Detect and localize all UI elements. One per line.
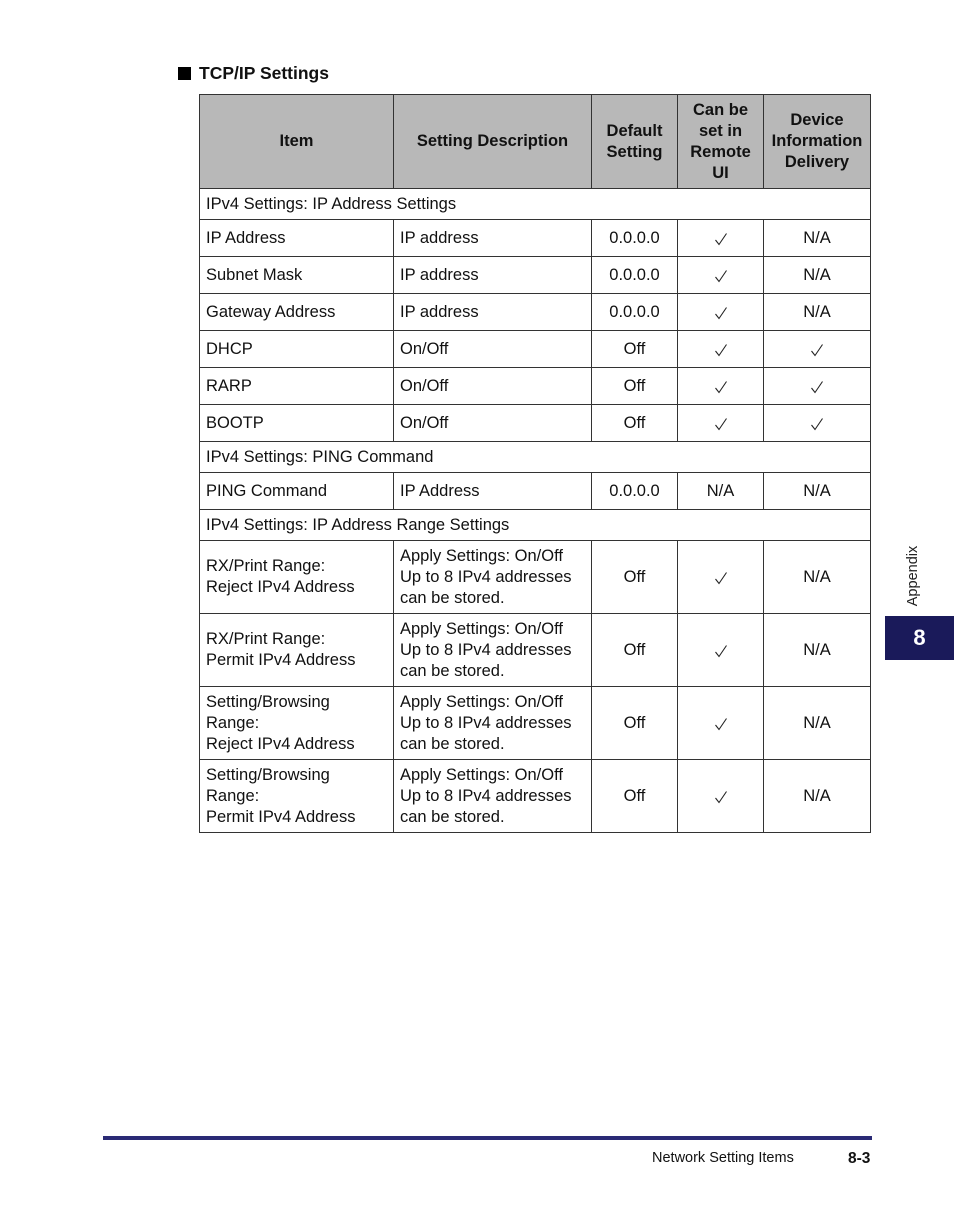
header-item: Item (200, 95, 394, 189)
cell-item: BOOTP (200, 405, 394, 442)
footer-title: Network Setting Items (652, 1150, 794, 1166)
cell-default: Off (592, 405, 678, 442)
cell-description: IP Address (394, 473, 592, 510)
tcpip-settings-table (199, 94, 871, 833)
table-row (200, 760, 871, 833)
cell-description: IP address (394, 294, 592, 331)
checkmark-icon (714, 716, 728, 730)
checkmark-icon (810, 379, 824, 393)
cell-default: Off (592, 331, 678, 368)
header-device-info-delivery: Device Information Delivery (764, 95, 871, 189)
cell-description (394, 687, 592, 760)
table-section-row (200, 189, 871, 220)
cell-delivery: N/A (764, 760, 871, 833)
cell-description (394, 614, 592, 687)
checkmark-icon (714, 789, 728, 803)
cell-line: Reject IPv4 Address (206, 578, 355, 596)
cell-item: IP Address (200, 220, 394, 257)
cell-remote-ui (678, 760, 764, 833)
cell-description: On/Off (394, 368, 592, 405)
cell-line: Setting/Browsing Range: (206, 765, 330, 805)
square-bullet-icon (178, 67, 191, 80)
table-row (200, 331, 871, 368)
cell-item (200, 760, 394, 833)
cell-line: Permit IPv4 Address (206, 807, 356, 826)
appendix-label: Appendix (905, 545, 921, 607)
cell-delivery: N/A (764, 220, 871, 257)
table-row (200, 473, 871, 510)
cell-line: Apply Settings: On/Off (400, 692, 563, 711)
cell-line: Apply Settings: On/Off (400, 765, 563, 784)
header-default-setting: Default Setting (592, 95, 678, 189)
checkmark-icon (810, 342, 824, 356)
cell-delivery: N/A (764, 687, 871, 760)
cell-remote-ui (678, 294, 764, 331)
table-row (200, 220, 871, 257)
cell-default: Off (592, 614, 678, 687)
cell-remote-ui (678, 220, 764, 257)
cell-remote-ui (678, 405, 764, 442)
cell-description (394, 760, 592, 833)
cell-remote-ui (678, 368, 764, 405)
cell-line: Up to 8 IPv4 addresses can be stored. (400, 640, 572, 680)
section-heading (178, 63, 329, 84)
cell-delivery (764, 331, 871, 368)
cell-remote-ui (678, 541, 764, 614)
cell-remote-ui (678, 331, 764, 368)
checkmark-icon (714, 342, 728, 356)
table-section-row (200, 510, 871, 541)
cell-delivery (764, 368, 871, 405)
cell-default: 0.0.0.0 (592, 220, 678, 257)
cell-remote-ui: N/A (678, 473, 764, 510)
cell-line: Apply Settings: On/Off (400, 546, 563, 565)
chapter-number: 8 (913, 625, 926, 650)
cell-item: Subnet Mask (200, 257, 394, 294)
section-title: TCP/IP Settings (199, 63, 329, 83)
cell-line: Setting/Browsing Range: (206, 692, 330, 732)
cell-delivery (764, 405, 871, 442)
table-section-row (200, 442, 871, 473)
chapter-tab (885, 616, 954, 660)
section-label: IPv4 Settings: IP Address Settings (200, 189, 871, 220)
section-label: IPv4 Settings: PING Command (200, 442, 871, 473)
checkmark-icon (714, 268, 728, 282)
cell-delivery: N/A (764, 541, 871, 614)
checkmark-icon (714, 643, 728, 657)
table-row (200, 257, 871, 294)
appendix-side-label (903, 540, 923, 612)
table-body (200, 189, 871, 833)
cell-line: Up to 8 IPv4 addresses can be stored. (400, 567, 572, 607)
cell-item (200, 614, 394, 687)
cell-description (394, 541, 592, 614)
table-row (200, 294, 871, 331)
cell-delivery: N/A (764, 614, 871, 687)
table-row (200, 405, 871, 442)
checkmark-icon (714, 379, 728, 393)
cell-remote-ui (678, 257, 764, 294)
cell-item: Gateway Address (200, 294, 394, 331)
checkmark-icon (714, 416, 728, 430)
table-row (200, 368, 871, 405)
cell-default: 0.0.0.0 (592, 257, 678, 294)
table-row (200, 614, 871, 687)
cell-line: Up to 8 IPv4 addresses can be stored. (400, 786, 572, 826)
cell-description: On/Off (394, 331, 592, 368)
cell-remote-ui (678, 687, 764, 760)
footer-rule (103, 1136, 872, 1140)
header-remote-ui: Can be set in Remote UI (678, 95, 764, 189)
cell-line: Reject IPv4 Address (206, 734, 355, 753)
checkmark-icon (714, 305, 728, 319)
table-row (200, 687, 871, 760)
cell-default: 0.0.0.0 (592, 473, 678, 510)
cell-line: RX/Print Range: (206, 630, 326, 648)
cell-item (200, 687, 394, 760)
cell-remote-ui (678, 614, 764, 687)
cell-default: Off (592, 368, 678, 405)
cell-description: On/Off (394, 405, 592, 442)
cell-line: Permit IPv4 Address (206, 651, 356, 669)
cell-default: Off (592, 541, 678, 614)
cell-line: RX/Print Range: (206, 557, 326, 575)
checkmark-icon (714, 231, 728, 245)
table-row (200, 541, 871, 614)
table-header-row (200, 95, 871, 189)
cell-default: Off (592, 687, 678, 760)
page-number: 8-3 (848, 1150, 871, 1167)
cell-delivery: N/A (764, 294, 871, 331)
section-label: IPv4 Settings: IP Address Range Settings (200, 510, 871, 541)
cell-default: 0.0.0.0 (592, 294, 678, 331)
cell-delivery: N/A (764, 257, 871, 294)
cell-description: IP address (394, 220, 592, 257)
checkmark-icon (810, 416, 824, 430)
cell-line: Apply Settings: On/Off (400, 619, 563, 638)
cell-item (200, 541, 394, 614)
cell-delivery: N/A (764, 473, 871, 510)
cell-description: IP address (394, 257, 592, 294)
cell-line: Up to 8 IPv4 addresses can be stored. (400, 713, 572, 753)
header-setting-description: Setting Description (394, 95, 592, 189)
cell-item: RARP (200, 368, 394, 405)
cell-default: Off (592, 760, 678, 833)
cell-item: DHCP (200, 331, 394, 368)
cell-item: PING Command (200, 473, 394, 510)
checkmark-icon (714, 570, 728, 584)
